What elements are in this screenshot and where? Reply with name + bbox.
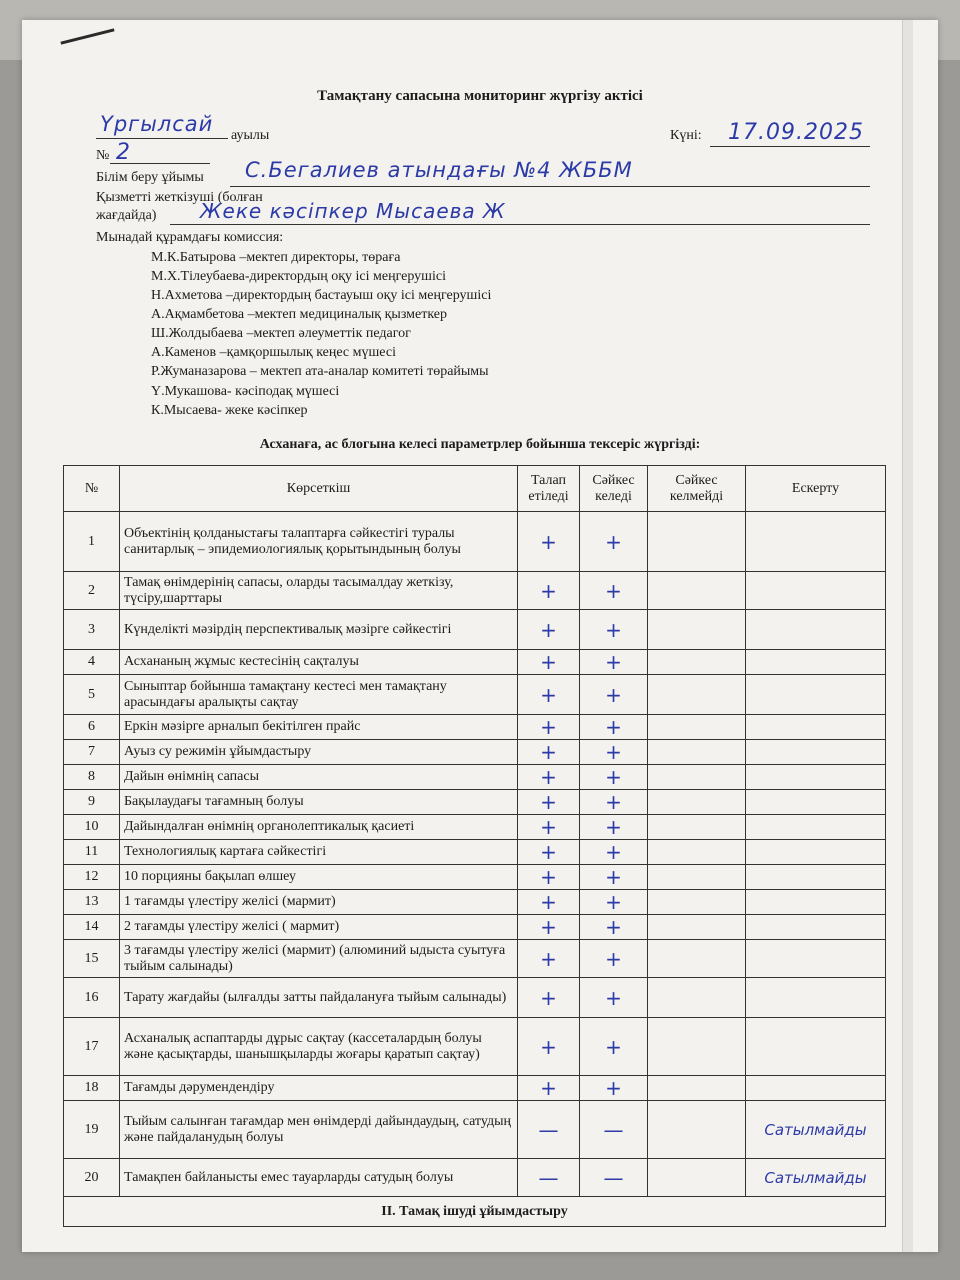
- row-number: 15: [64, 940, 120, 978]
- row-noncompliant-mark: [648, 815, 746, 840]
- table-row: [64, 650, 886, 675]
- row-required-mark: +: [518, 512, 580, 572]
- commission-member: А.Ақмамбетова –мектеп медициналық қызметкер: [151, 307, 448, 322]
- row-required-mark: +: [518, 740, 580, 765]
- row-compliant-mark: +: [580, 815, 648, 840]
- aul-label: ауылы: [231, 128, 270, 143]
- row-number: 14: [64, 915, 120, 940]
- row-noncompliant-mark: [648, 740, 746, 765]
- row-required-mark: +: [518, 572, 580, 610]
- row-number: 9: [64, 790, 120, 815]
- table-row: [64, 740, 886, 765]
- row-number: 13: [64, 890, 120, 915]
- row-required-mark: +: [518, 1018, 580, 1076]
- row-compliant-mark: +: [580, 940, 648, 978]
- section-row: [64, 1197, 886, 1227]
- row-required-mark: +: [518, 915, 580, 940]
- commission-member: Ш.Жолдыбаева –мектеп әлеуметтік педагог: [151, 326, 411, 341]
- row-noncompliant-mark: [648, 1101, 746, 1159]
- table-row: [64, 715, 886, 740]
- commission-member: М.К.Батырова –мектеп директоры, төраға: [151, 250, 401, 265]
- row-noncompliant-mark: [648, 1159, 746, 1197]
- row-indicator: Тарату жағдайы (ылғалды затты пайдалануға тыйым салынады): [120, 978, 518, 1018]
- row-number: 1: [64, 512, 120, 572]
- row-noncompliant-mark: [648, 790, 746, 815]
- row-note: Сатылмайды: [746, 1159, 886, 1197]
- row-indicator: Асханалық аспаптарды дұрыс сақтау (кассеталардың болуы және қасықтарды, шанышқыларды жоғары қаратып сақтау): [120, 1018, 518, 1076]
- table-row: [64, 815, 886, 840]
- row-required-mark: +: [518, 610, 580, 650]
- row-noncompliant-mark: [648, 675, 746, 715]
- table-row: [64, 610, 886, 650]
- row-note: [746, 978, 886, 1018]
- commission-member: К.Мысаева- жеке кәсіпкер: [151, 403, 308, 418]
- row-note: [746, 1076, 886, 1101]
- row-noncompliant-mark: [648, 610, 746, 650]
- table-row: [64, 765, 886, 790]
- table-row: [64, 512, 886, 572]
- row-required-mark: +: [518, 865, 580, 890]
- page-stack-edge: [902, 20, 913, 1252]
- row-indicator: Бақылаудағы тағамның болуы: [120, 790, 518, 815]
- row-note: [746, 940, 886, 978]
- number-underline: [110, 163, 210, 164]
- commission-label: Мынадай құрамдағы комиссия:: [96, 230, 284, 245]
- row-number: 3: [64, 610, 120, 650]
- row-required-mark: +: [518, 650, 580, 675]
- row-compliant-mark: +: [580, 840, 648, 865]
- row-compliant-mark: +: [580, 890, 648, 915]
- row-indicator: 2 тағамды үлестіру желісі ( мармит): [120, 915, 518, 940]
- row-number: 10: [64, 815, 120, 840]
- row-note: [746, 610, 886, 650]
- table-row: [64, 890, 886, 915]
- commission-member: М.Х.Тілеубаева-директордың оқу ісі меңгерушісі: [151, 269, 446, 284]
- row-indicator: Ауыз су режимін ұйымдастыру: [120, 740, 518, 765]
- row-noncompliant-mark: [648, 650, 746, 675]
- row-number: 20: [64, 1159, 120, 1197]
- row-note: [746, 815, 886, 840]
- date-label: Күні:: [670, 128, 702, 143]
- row-compliant-mark: +: [580, 610, 648, 650]
- row-compliant-mark: +: [580, 978, 648, 1018]
- row-indicator: Технологиялық картаға сәйкестігі: [120, 840, 518, 865]
- row-required-mark: +: [518, 890, 580, 915]
- row-compliant-mark: +: [580, 1076, 648, 1101]
- table-row: [64, 865, 886, 890]
- document-title: Тамақтану сапасына мониторинг жүргізу актісі: [317, 88, 643, 104]
- check-title: Асханаға, ас блогына келесі параметрлер бойынша тексеріс жүргізді:: [259, 437, 701, 452]
- row-required-mark: +: [518, 1076, 580, 1101]
- row-indicator: 10 порцияны бақылап өлшеу: [120, 865, 518, 890]
- row-indicator: Сыныптар бойынша тамақтану кестесі мен тамақтану арасындағы аралықты сақтау: [120, 675, 518, 715]
- row-required-mark: —: [518, 1159, 580, 1197]
- table-row: [64, 1159, 886, 1197]
- row-indicator: Дайын өнімнің сапасы: [120, 765, 518, 790]
- row-noncompliant-mark: [648, 512, 746, 572]
- commission-member: Ү.Мукашова- кәсіподақ мүшесі: [151, 384, 340, 399]
- row-note: [746, 512, 886, 572]
- row-note: [746, 790, 886, 815]
- date-handwritten: 17.09.2025: [728, 120, 864, 145]
- aul-handwritten: Үргылсай: [100, 112, 214, 136]
- row-required-mark: +: [518, 715, 580, 740]
- row-number: 7: [64, 740, 120, 765]
- commission-member: Р.Жуманазарова – мектеп ата-аналар комитеті төрайымы: [151, 364, 489, 379]
- row-noncompliant-mark: [648, 840, 746, 865]
- row-noncompliant-mark: [648, 572, 746, 610]
- header-note: Ескерту: [746, 466, 886, 512]
- header-compliant: Сәйкес келеді: [580, 466, 648, 512]
- org-underline: [230, 186, 870, 187]
- row-compliant-mark: +: [580, 1018, 648, 1076]
- row-compliant-mark: +: [580, 512, 648, 572]
- supplier-underline: [170, 224, 870, 225]
- header-indicator: Көрсеткіш: [120, 466, 518, 512]
- row-indicator: Еркін мәзірге арналып бекітілген прайс: [120, 715, 518, 740]
- row-number: 17: [64, 1018, 120, 1076]
- row-compliant-mark: +: [580, 915, 648, 940]
- row-note: [746, 715, 886, 740]
- row-number: 2: [64, 572, 120, 610]
- row-note: [746, 740, 886, 765]
- row-indicator: Объектінің қолданыстағы талаптарға сәйкестігі туралы санитарлық – эпидемиологиялық қорытындының болуы: [120, 512, 518, 572]
- row-compliant-mark: +: [580, 650, 648, 675]
- row-noncompliant-mark: [648, 1018, 746, 1076]
- row-required-mark: +: [518, 765, 580, 790]
- table-row: [64, 978, 886, 1018]
- row-number: 11: [64, 840, 120, 865]
- table-row: [64, 915, 886, 940]
- header-required: Талап етіледі: [518, 466, 580, 512]
- header-num: №: [64, 466, 120, 512]
- section-2-title: II. Тамақ ішуді ұйымдастыру: [64, 1197, 886, 1227]
- row-noncompliant-mark: [648, 765, 746, 790]
- table-row: [64, 840, 886, 865]
- table-row: [64, 940, 886, 978]
- row-required-mark: +: [518, 940, 580, 978]
- row-indicator: Дайындалған өнімнің органолептикалық қасиеті: [120, 815, 518, 840]
- row-indicator: Тағамды дәрумендендіру: [120, 1076, 518, 1101]
- table-row: [64, 790, 886, 815]
- row-indicator: Тыйым салынған тағамдар мен өнімдерді дайындаудың, сатудың және пайдаланудың болуы: [120, 1101, 518, 1159]
- row-noncompliant-mark: [648, 978, 746, 1018]
- row-note: [746, 1018, 886, 1076]
- row-indicator: 1 тағамды үлестіру желісі (мармит): [120, 890, 518, 915]
- row-compliant-mark: +: [580, 790, 648, 815]
- row-compliant-mark: —: [580, 1101, 648, 1159]
- supplier-handwritten: Жеке кәсіпкер Мысаева Ж: [200, 199, 506, 223]
- row-note: [746, 650, 886, 675]
- row-number: 8: [64, 765, 120, 790]
- table-row: [64, 1076, 886, 1101]
- aul-underline: [96, 138, 228, 139]
- row-note: [746, 675, 886, 715]
- row-compliant-mark: +: [580, 740, 648, 765]
- row-note: [746, 865, 886, 890]
- row-number: 12: [64, 865, 120, 890]
- table-row: [64, 1101, 886, 1159]
- row-compliant-mark: +: [580, 865, 648, 890]
- row-indicator: 3 тағамды үлестіру желісі (мармит) (алюминий ыдыста суытуға тыйым салынады): [120, 940, 518, 978]
- header-noncompliant: Сәйкес келмейді: [648, 466, 746, 512]
- table-row: [64, 675, 886, 715]
- row-note: [746, 915, 886, 940]
- row-number: 16: [64, 978, 120, 1018]
- row-noncompliant-mark: [648, 715, 746, 740]
- row-note: [746, 765, 886, 790]
- inspection-table: [63, 465, 886, 1227]
- date-underline: [710, 146, 870, 147]
- row-required-mark: +: [518, 815, 580, 840]
- row-noncompliant-mark: [648, 940, 746, 978]
- row-note: [746, 572, 886, 610]
- supplier-label-1: Қызметті жеткізуші (болған: [96, 190, 263, 205]
- table-row: [64, 572, 886, 610]
- supplier-label-2: жағдайда): [96, 208, 157, 223]
- row-compliant-mark: +: [580, 765, 648, 790]
- row-compliant-mark: +: [580, 715, 648, 740]
- row-noncompliant-mark: [648, 865, 746, 890]
- row-number: 6: [64, 715, 120, 740]
- row-number: 19: [64, 1101, 120, 1159]
- number-handwritten: 2: [116, 140, 131, 165]
- org-handwritten: С.Бегалиев атындағы №4 ЖББМ: [245, 158, 633, 182]
- row-noncompliant-mark: [648, 1076, 746, 1101]
- row-indicator: Тамақ өнімдерінің сапасы, оларды тасымалдау жеткізу, түсіру,шарттары: [120, 572, 518, 610]
- row-indicator: Күнделікті мәзірдің перспективалық мәзірге сәйкестігі: [120, 610, 518, 650]
- row-noncompliant-mark: [648, 915, 746, 940]
- row-required-mark: +: [518, 675, 580, 715]
- row-number: 4: [64, 650, 120, 675]
- row-compliant-mark: —: [580, 1159, 648, 1197]
- number-label: №: [96, 148, 110, 163]
- row-note: [746, 840, 886, 865]
- row-note: Сатылмайды: [746, 1101, 886, 1159]
- commission-member: Н.Ахметова –директордың бастауыш оқу ісі меңгерушісі: [151, 288, 492, 303]
- row-number: 5: [64, 675, 120, 715]
- row-compliant-mark: +: [580, 675, 648, 715]
- row-indicator: Тамақпен байланысты емес тауарларды сатудың болуы: [120, 1159, 518, 1197]
- row-required-mark: +: [518, 840, 580, 865]
- row-note: [746, 890, 886, 915]
- row-compliant-mark: +: [580, 572, 648, 610]
- row-indicator: Асхананың жұмыс кестесінің сақталуы: [120, 650, 518, 675]
- row-required-mark: +: [518, 790, 580, 815]
- row-required-mark: —: [518, 1101, 580, 1159]
- row-number: 18: [64, 1076, 120, 1101]
- row-noncompliant-mark: [648, 890, 746, 915]
- row-required-mark: +: [518, 978, 580, 1018]
- table-header-row: [64, 466, 886, 512]
- commission-member: А.Каменов –қамқоршылық кеңес мүшесі: [151, 345, 396, 360]
- org-label: Білім беру ұйымы: [96, 170, 204, 185]
- table-row: [64, 1018, 886, 1076]
